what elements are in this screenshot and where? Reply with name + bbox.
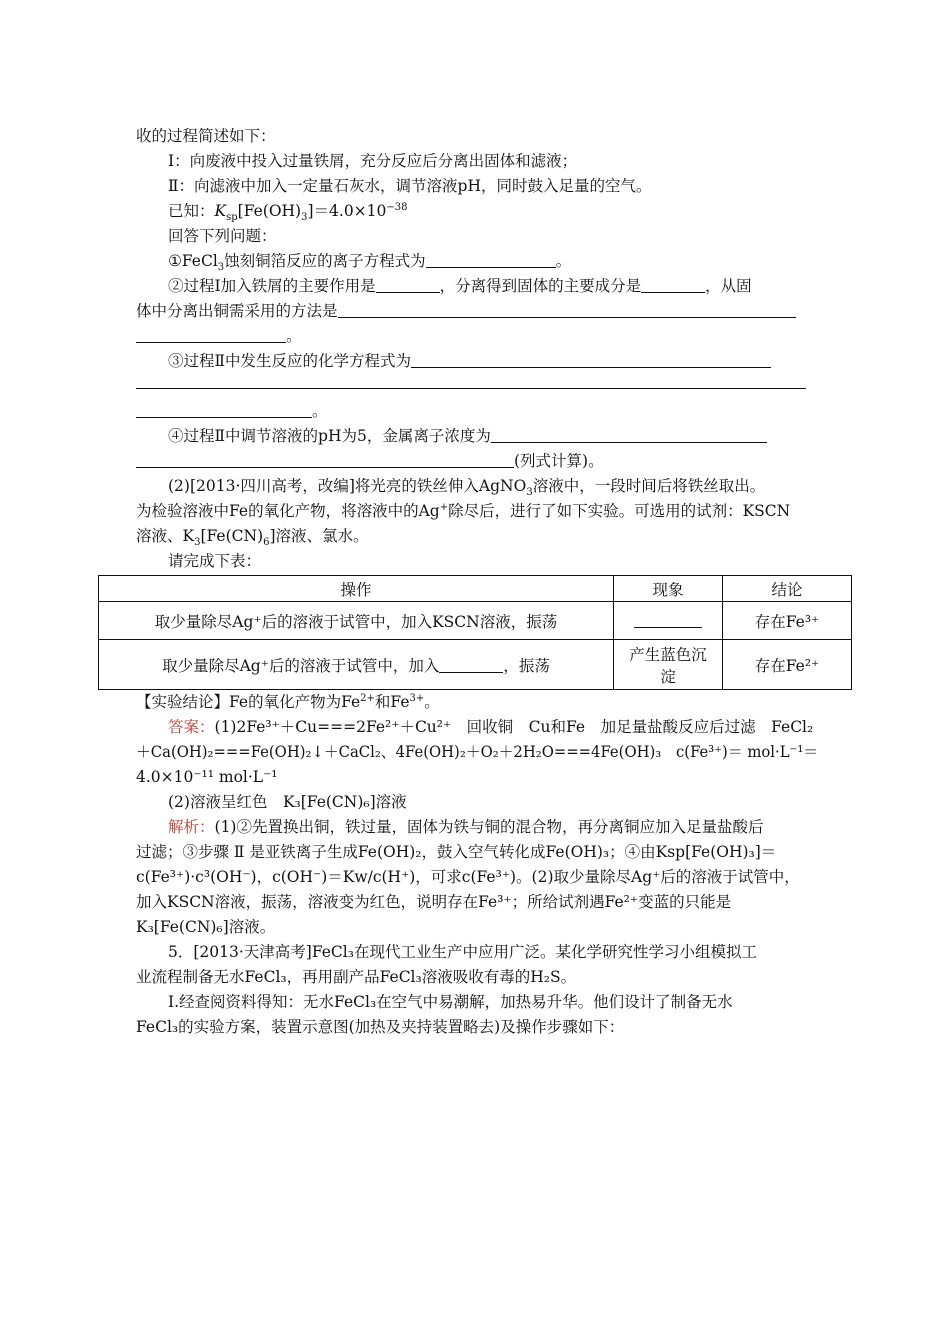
text: 已知： (168, 202, 215, 220)
table-cell (99, 640, 614, 690)
text: 3 (217, 262, 225, 274)
text: 加入KSCN溶液，振荡，溶液变为红色，说明存在Fe³⁺；所给试剂遇Fe²⁺变蓝的只能是 (136, 893, 732, 911)
text: 溶液、K (136, 527, 195, 545)
text: 产生蓝色沉 (629, 645, 707, 664)
text: ，分离得到固体的主要成分是 (439, 277, 642, 295)
analysis-line (136, 840, 776, 864)
text: ④过程Ⅱ中调节溶液的pH为5，金属离子浓度为 (168, 427, 491, 445)
text: ，从固 (705, 277, 752, 295)
table-row (99, 640, 852, 690)
text-line (168, 274, 752, 298)
text: 。 (555, 252, 572, 270)
text: 3 (301, 212, 308, 224)
text: 回答下列问题： (168, 227, 277, 245)
answer-blank (376, 277, 440, 293)
table-header: 现象 (614, 576, 723, 602)
table-cell: 存在Fe³⁺ (723, 602, 852, 640)
text: (1)2Fe³⁺＋Cu===2Fe²⁺＋Cu²⁺ 回收铜 Cu和Fe 加足量盐酸反应后过滤 FeCl₂ (214, 718, 814, 736)
answer-blank (426, 252, 556, 268)
text-line (168, 174, 651, 198)
table-header: 操作 (99, 576, 614, 602)
table-cell: 存在Fe²⁺ (723, 640, 852, 690)
text: 淀 (660, 667, 676, 686)
answer-blank (136, 327, 286, 343)
text: Ⅱ：向滤液中加入一定量石灰水，调节溶液pH，同时鼓入足量的空气。 (168, 177, 652, 195)
text: [Fe(OH) (237, 202, 302, 220)
text-line (168, 990, 733, 1014)
text: (2)溶液呈红色 K₃[Fe(CN)₆]溶液 (168, 793, 407, 811)
text: 3+ (409, 692, 425, 704)
table-cell (614, 602, 723, 640)
text-line (136, 299, 796, 323)
text-line (136, 324, 302, 348)
text: 请完成下表： (168, 552, 262, 570)
text-line (136, 690, 440, 714)
table-header-row (99, 576, 852, 602)
text-line (168, 349, 771, 373)
analysis-line (168, 815, 763, 839)
text: 3 (526, 487, 533, 499)
answer-blank (136, 452, 514, 468)
text: ①FeCl (168, 252, 218, 270)
text: 【实验结论】Fe的氧化产物为Fe (136, 693, 361, 711)
text: 过滤；③步骤 Ⅱ 是亚铁离子生成Fe(OH)₂，鼓入空气转化成Fe(OH)₃；④由Ksp[Fe(OH)₃]＝ (136, 843, 777, 861)
text: ②过程Ⅰ加入铁屑的主要作用是 (168, 277, 376, 295)
text: 和Fe (374, 693, 410, 711)
text: 蚀刻铜箔反应的离子方程式为 (224, 252, 426, 270)
text: 2+ (360, 692, 375, 704)
text: K₃[Fe(CN)₆]溶液。 (136, 918, 276, 936)
text: 4.0×10⁻¹¹ mol·L⁻¹ (136, 768, 278, 786)
text: (1)②先置换出铜，铁过量，固体为铁与铜的混合物，再分离铜应加入足量盐酸后 (214, 818, 764, 836)
answer-blank (491, 427, 767, 443)
text: 。 (312, 402, 328, 420)
text-line (168, 940, 757, 964)
text-line (168, 149, 577, 173)
text: 为检验溶液中Fe的氧化产物，将溶液中的Ag (136, 502, 440, 520)
text-line (136, 965, 576, 989)
text-line (168, 199, 408, 223)
answer-line (136, 765, 278, 789)
text: ]溶液、氯水。 (269, 527, 369, 545)
text: (2)[2013·四川高考，改编]将光亮的铁丝伸入AgNO (168, 477, 527, 495)
experiment-table (98, 575, 852, 690)
text: −38 (386, 201, 408, 213)
text: 收的过程简述如下： (136, 127, 276, 145)
text-line (136, 399, 328, 423)
table-header: 结论 (723, 576, 852, 602)
text-line (136, 124, 276, 148)
table-row (99, 602, 852, 640)
table-cell (614, 640, 723, 690)
text-line (136, 524, 369, 548)
text: 除尽后，进行了如下实验。可选用的试剂：KSCN (448, 502, 791, 520)
text: (列式计算)。 (514, 452, 604, 470)
answer-blank (136, 402, 312, 418)
answer-blank (634, 612, 702, 628)
analysis-line (136, 915, 275, 939)
text: ＋Ca(OH)₂===Fe(OH)₂↓＋CaCl₂、4Fe(OH)₂＋O₂＋2H₂O===4Fe(OH)₃ c(Fe³⁺)＝ mol·L⁻¹＝ (136, 743, 819, 761)
text: 5．[2013·天津高考]FeCl₃在现代工业生产中应用广泛。某化学研究性学习小组模拟工 (168, 943, 757, 961)
text: 体中分离出铜需采用的方法是 (136, 302, 338, 320)
text: ，振荡 (503, 656, 550, 675)
text-line (136, 499, 790, 523)
text: 3 (194, 537, 201, 549)
text: [Fe(CN) (200, 527, 264, 545)
answer-blank (338, 302, 796, 318)
answer-blank (136, 387, 806, 389)
answer-line (136, 740, 818, 764)
text: sp (226, 212, 238, 224)
text: + (439, 501, 449, 513)
analysis-line (136, 890, 731, 914)
answer-blank (411, 352, 771, 368)
text-line (168, 549, 261, 573)
text-line (168, 249, 571, 273)
text: 取少量除尽Ag⁺后的溶液于试管中，加入 (162, 656, 440, 675)
answer-blank (641, 277, 705, 293)
text-line (136, 1015, 624, 1039)
answer-blank (439, 657, 503, 673)
answer-label: 答案： (168, 718, 215, 736)
text-line (168, 224, 277, 248)
text: ③过程Ⅱ中发生反应的化学方程式为 (168, 352, 412, 370)
text: ]＝4.0×10 (307, 202, 387, 220)
text: FeCl₃的实验方案，装置示意图(加热及夹持装置略去)及操作步骤如下： (136, 1018, 625, 1036)
analysis-line (136, 865, 800, 889)
answer-line (168, 790, 407, 814)
text-line (168, 474, 765, 498)
text: Ⅰ：向废液中投入过量铁屑，充分反应后分离出固体和滤液； (168, 152, 578, 170)
analysis-label: 解析： (168, 818, 215, 836)
text: 业流程制备无水FeCl₃，再用副产品FeCl₃溶液吸收有毒的H₂S。 (136, 968, 577, 986)
answer-line (168, 715, 813, 739)
text: 6 (263, 537, 270, 549)
text-line (136, 449, 604, 473)
text: 。 (424, 693, 440, 711)
text: 。 (286, 327, 302, 345)
table-cell: 取少量除尽Ag⁺后的溶液于试管中，加入KSCN溶液，振荡 (99, 602, 614, 640)
text-line (168, 424, 767, 448)
text: 溶液中，一段时间后将铁丝取出。 (532, 477, 766, 495)
text: c(Fe³⁺)·c³(OH⁻)，c(OH⁻)＝Kw/c(H⁺)，可求c(Fe³⁺)。(2)取少量除尽Ag⁺后的溶液于试管中， (136, 868, 800, 886)
text: Ⅰ.经查阅资料得知：无水FeCl₃在空气中易潮解，加热易升华。他们设计了制备无水 (168, 993, 733, 1011)
text: K (214, 202, 227, 220)
